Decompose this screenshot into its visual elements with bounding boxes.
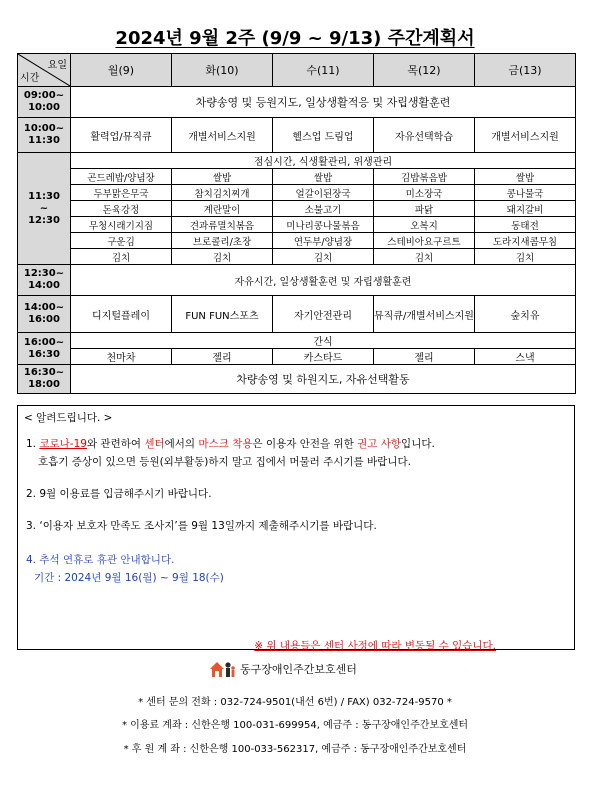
activity-cell: 디지털플레이 <box>71 296 172 333</box>
meal-row <box>18 201 576 217</box>
lunch-title-cell: 점심시간, 식생활관리, 위생관리 <box>71 153 576 169</box>
activity-cell: 자기안전관리 <box>273 296 374 333</box>
contact-info: * 센터 문의 전화 : 032-724-9501(내선 6번) / FAX) 032-724-9570 * <box>138 697 452 708</box>
notice-title: < 알려드립니다. > <box>24 412 113 424</box>
meal-cell: 참치김치찌개 <box>172 185 273 201</box>
donation-account-info: * 후 원 계 좌 : 신한은행 100-033-562317, 예금주 : 동구장애인주간보호센터 <box>123 744 467 755</box>
corner-day-label: 요일 <box>47 60 67 71</box>
notice-highlight: 권고 사항 <box>357 438 402 450</box>
time-cell: 16:30~ 18:00 <box>18 365 71 394</box>
notice-item-3: 3. ‘이용자 보호자 만족도 조사지’를 9월 13일까지 제출해주시기를 바랍니다. <box>26 520 377 532</box>
notice-item-1 <box>26 436 435 451</box>
meal-cell: 연두부/양념장 <box>273 233 374 249</box>
center-logo <box>208 659 357 679</box>
notice-text: 와 관련하여 <box>86 438 145 450</box>
day-header-mon: 월(9) <box>71 54 172 87</box>
meal-row <box>18 249 576 265</box>
row-1400 <box>18 296 576 333</box>
notice-item-4: 4. 추석 연휴로 휴관 안내합니다. <box>26 554 175 566</box>
time-cell: 09:00~ 10:00 <box>18 87 71 118</box>
notice-footnote: ※ 위 내용들은 센터 사정에 따라 변동될 수 있습니다. <box>254 640 496 652</box>
meal-cell: 도라지새콤무침 <box>475 233 576 249</box>
row-1230 <box>18 265 576 296</box>
row-0900 <box>18 87 576 118</box>
meal-row <box>18 233 576 249</box>
notice-text: 1. <box>26 438 40 450</box>
snack-cell: 천마차 <box>71 349 172 365</box>
time-cell: 16:00~ 16:30 <box>18 333 71 365</box>
meal-cell: 김치 <box>71 249 172 265</box>
row-1600-title <box>18 333 576 349</box>
row-1130-title <box>18 153 576 169</box>
time-cell: 11:30 ~ 12:30 <box>18 153 71 265</box>
meal-cell: 계란말이 <box>172 201 273 217</box>
day-header-wed: 수(11) <box>273 54 374 87</box>
meal-cell: 돼지갈비 <box>475 201 576 217</box>
header-row <box>18 54 576 87</box>
meal-cell: 무청시래기지짐 <box>71 217 172 233</box>
meal-cell: 쌀밥 <box>475 169 576 185</box>
snack-title-cell: 간식 <box>71 333 576 349</box>
corner-cell <box>18 54 71 87</box>
notice-item-4-line2: 기간 : 2024년 9월 16(월) ~ 9월 18(수) <box>34 572 224 584</box>
meal-cell: 얼갈이된장국 <box>273 185 374 201</box>
day-header-thu: 목(12) <box>374 54 475 87</box>
meal-cell: 견과류멸치볶음 <box>172 217 273 233</box>
meal-row <box>18 185 576 201</box>
notice-text: 입니다. <box>401 438 435 450</box>
meal-cell: 쌀밥 <box>172 169 273 185</box>
snack-cell: 젤리 <box>172 349 273 365</box>
time-cell: 10:00~ 11:30 <box>18 118 71 153</box>
activity-cell: 개별서비스지원 <box>172 118 273 153</box>
meal-cell: 김치 <box>374 249 475 265</box>
activity-cell: 차량송영 및 하원지도, 자유선택활동 <box>71 365 576 394</box>
activity-cell: 개별서비스지원 <box>475 118 576 153</box>
meal-cell: 스테비아요구르트 <box>374 233 475 249</box>
time-cell: 12:30~ 14:00 <box>18 265 71 296</box>
row-1000 <box>18 118 576 153</box>
meal-cell: 콩나물국 <box>475 185 576 201</box>
activity-cell: 차량송영 및 등원지도, 일상생활적응 및 자립생활훈련 <box>71 87 576 118</box>
notice-highlight: 센터 <box>144 438 165 450</box>
activity-cell: FUN FUN스포츠 <box>172 296 273 333</box>
notice-item-2: 2. 9월 이용료를 입금해주시기 바랍니다. <box>26 488 212 500</box>
center-logo-icon <box>208 659 236 679</box>
snack-row <box>18 349 576 365</box>
row-1630 <box>18 365 576 394</box>
center-name: 동구장애인주간보호센터 <box>240 663 357 676</box>
meal-cell: 김밥볶음밥 <box>374 169 475 185</box>
meal-row <box>18 169 576 185</box>
meal-cell: 동태전 <box>475 217 576 233</box>
meal-row <box>18 217 576 233</box>
activity-cell: 자유선택학습 <box>374 118 475 153</box>
meal-cell: 두부맑은무국 <box>71 185 172 201</box>
day-header-tue: 화(10) <box>172 54 273 87</box>
activity-cell: 자유시간, 일상생활훈련 및 자립생활훈련 <box>71 265 576 296</box>
page-title: 2024년 9월 2주 (9/9 ~ 9/13) 주간계획서 <box>115 28 475 49</box>
notice-highlight: 마스크 착용 <box>198 438 253 450</box>
activity-cell: 숲치유 <box>475 296 576 333</box>
notice-box <box>17 405 575 650</box>
notice-text: 은 이용자 안전을 위한 <box>252 438 358 450</box>
weekly-schedule-table <box>17 53 576 394</box>
meal-cell: 미나리콩나물볶음 <box>273 217 374 233</box>
fee-account-info: * 이용료 계좌 : 신한은행 100-031-699954, 예금주 : 동구장애인주간보호센터 <box>121 720 469 731</box>
meal-cell: 오복지 <box>374 217 475 233</box>
meal-cell: 소불고기 <box>273 201 374 217</box>
activity-cell: 뮤직큐/개별서비스지원 <box>374 296 475 333</box>
meal-cell: 곤드레밥/양념장 <box>71 169 172 185</box>
activity-cell: 헬스업 드림업 <box>273 118 374 153</box>
meal-cell: 쌀밥 <box>273 169 374 185</box>
meal-cell: 김치 <box>475 249 576 265</box>
meal-cell: 브로콜리/초장 <box>172 233 273 249</box>
meal-cell: 김치 <box>172 249 273 265</box>
activity-cell: 활력업/뮤직큐 <box>71 118 172 153</box>
meal-cell: 구운김 <box>71 233 172 249</box>
snack-cell: 스낵 <box>475 349 576 365</box>
snack-cell: 젤리 <box>374 349 475 365</box>
day-header-fri: 금(13) <box>475 54 576 87</box>
snack-cell: 카스타드 <box>273 349 374 365</box>
notice-highlight: 코로나-19 <box>39 438 87 450</box>
meal-cell: 파닭 <box>374 201 475 217</box>
notice-text: 에서의 <box>164 438 199 450</box>
time-cell: 14:00~ 16:00 <box>18 296 71 333</box>
meal-cell: 미소장국 <box>374 185 475 201</box>
meal-cell: 돈육강정 <box>71 201 172 217</box>
meal-cell: 김치 <box>273 249 374 265</box>
corner-time-label: 시간 <box>20 73 40 84</box>
notice-item-1-line2: 호흡기 증상이 있으면 등원(외부활동)하지 말고 집에서 머물러 주시기를 바랍니다. <box>38 456 411 468</box>
